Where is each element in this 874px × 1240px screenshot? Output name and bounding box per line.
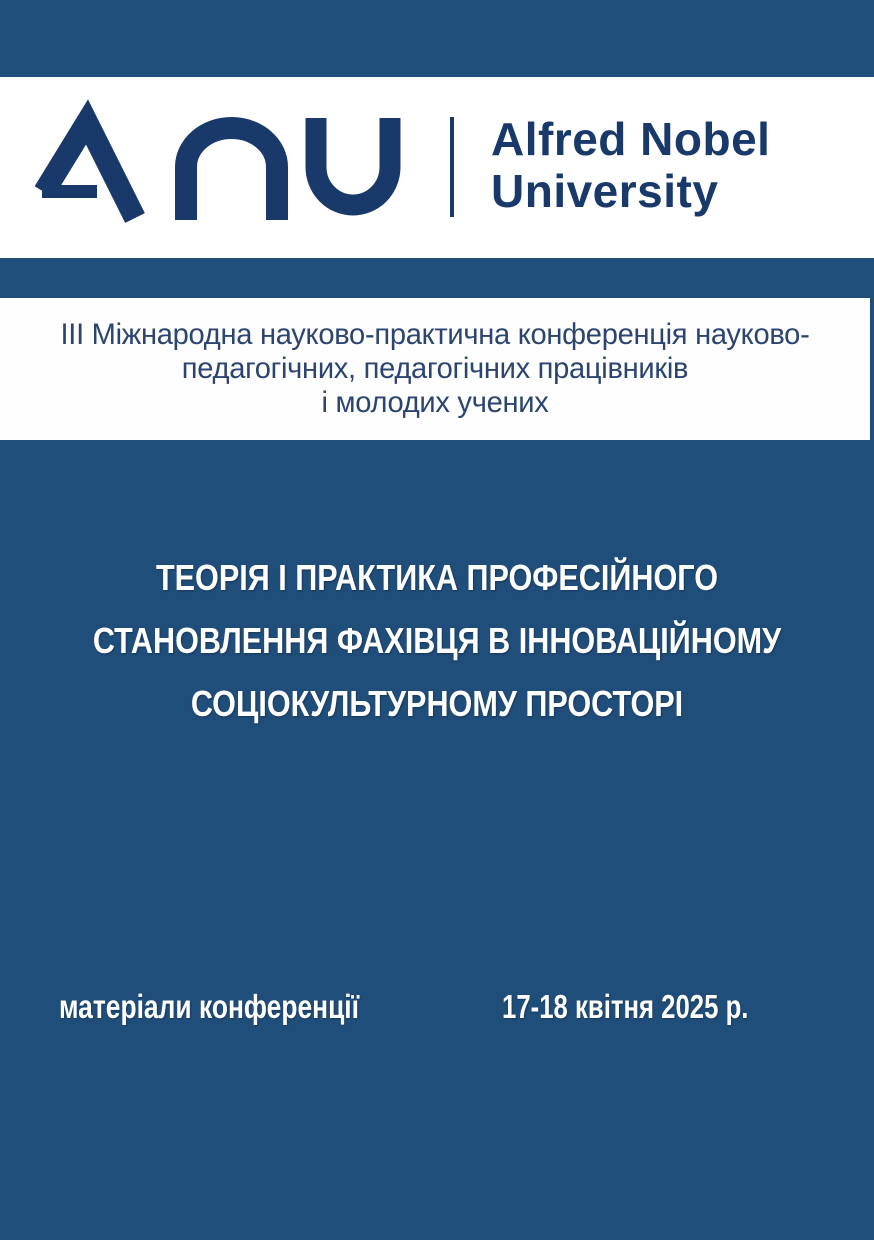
conference-date: 17-18 квітня 2025 р. bbox=[502, 988, 749, 1025]
logo-letter-n bbox=[186, 128, 277, 220]
conference-banner-text bbox=[0, 318, 870, 420]
main-title-line3: СОЦІОКУЛЬТУРНОМУ ПРОСТОРІ bbox=[190, 683, 684, 724]
logo-letter-a-foot bbox=[42, 185, 97, 198]
logo-divider bbox=[450, 117, 454, 217]
logo-letter-u bbox=[316, 118, 390, 205]
conference-line-2: педагогічних, педагогічних працівників bbox=[181, 352, 689, 385]
conference-line-1: ІІІ Міжнародна науково-практична конференція науково- bbox=[60, 318, 810, 351]
university-name-line2: University bbox=[491, 165, 719, 217]
main-title bbox=[0, 546, 874, 735]
main-title-line2: СТАНОВЛЕННЯ ФАХІВЦЯ В ІННОВАЦІЙНОМУ bbox=[92, 620, 782, 661]
logo-band bbox=[0, 77, 874, 258]
main-title-line1: ТЕОРІЯ І ПРАКТИКА ПРОФЕСІЙНОГО bbox=[155, 557, 719, 598]
materials-label: матеріали конференції bbox=[59, 988, 360, 1025]
conference-banner bbox=[0, 298, 870, 440]
university-name-line1: Alfred Nobel bbox=[491, 113, 771, 165]
university-name bbox=[491, 113, 770, 217]
logo-letter-a bbox=[44, 122, 135, 218]
conference-line-3: і молодих учених bbox=[321, 386, 549, 419]
